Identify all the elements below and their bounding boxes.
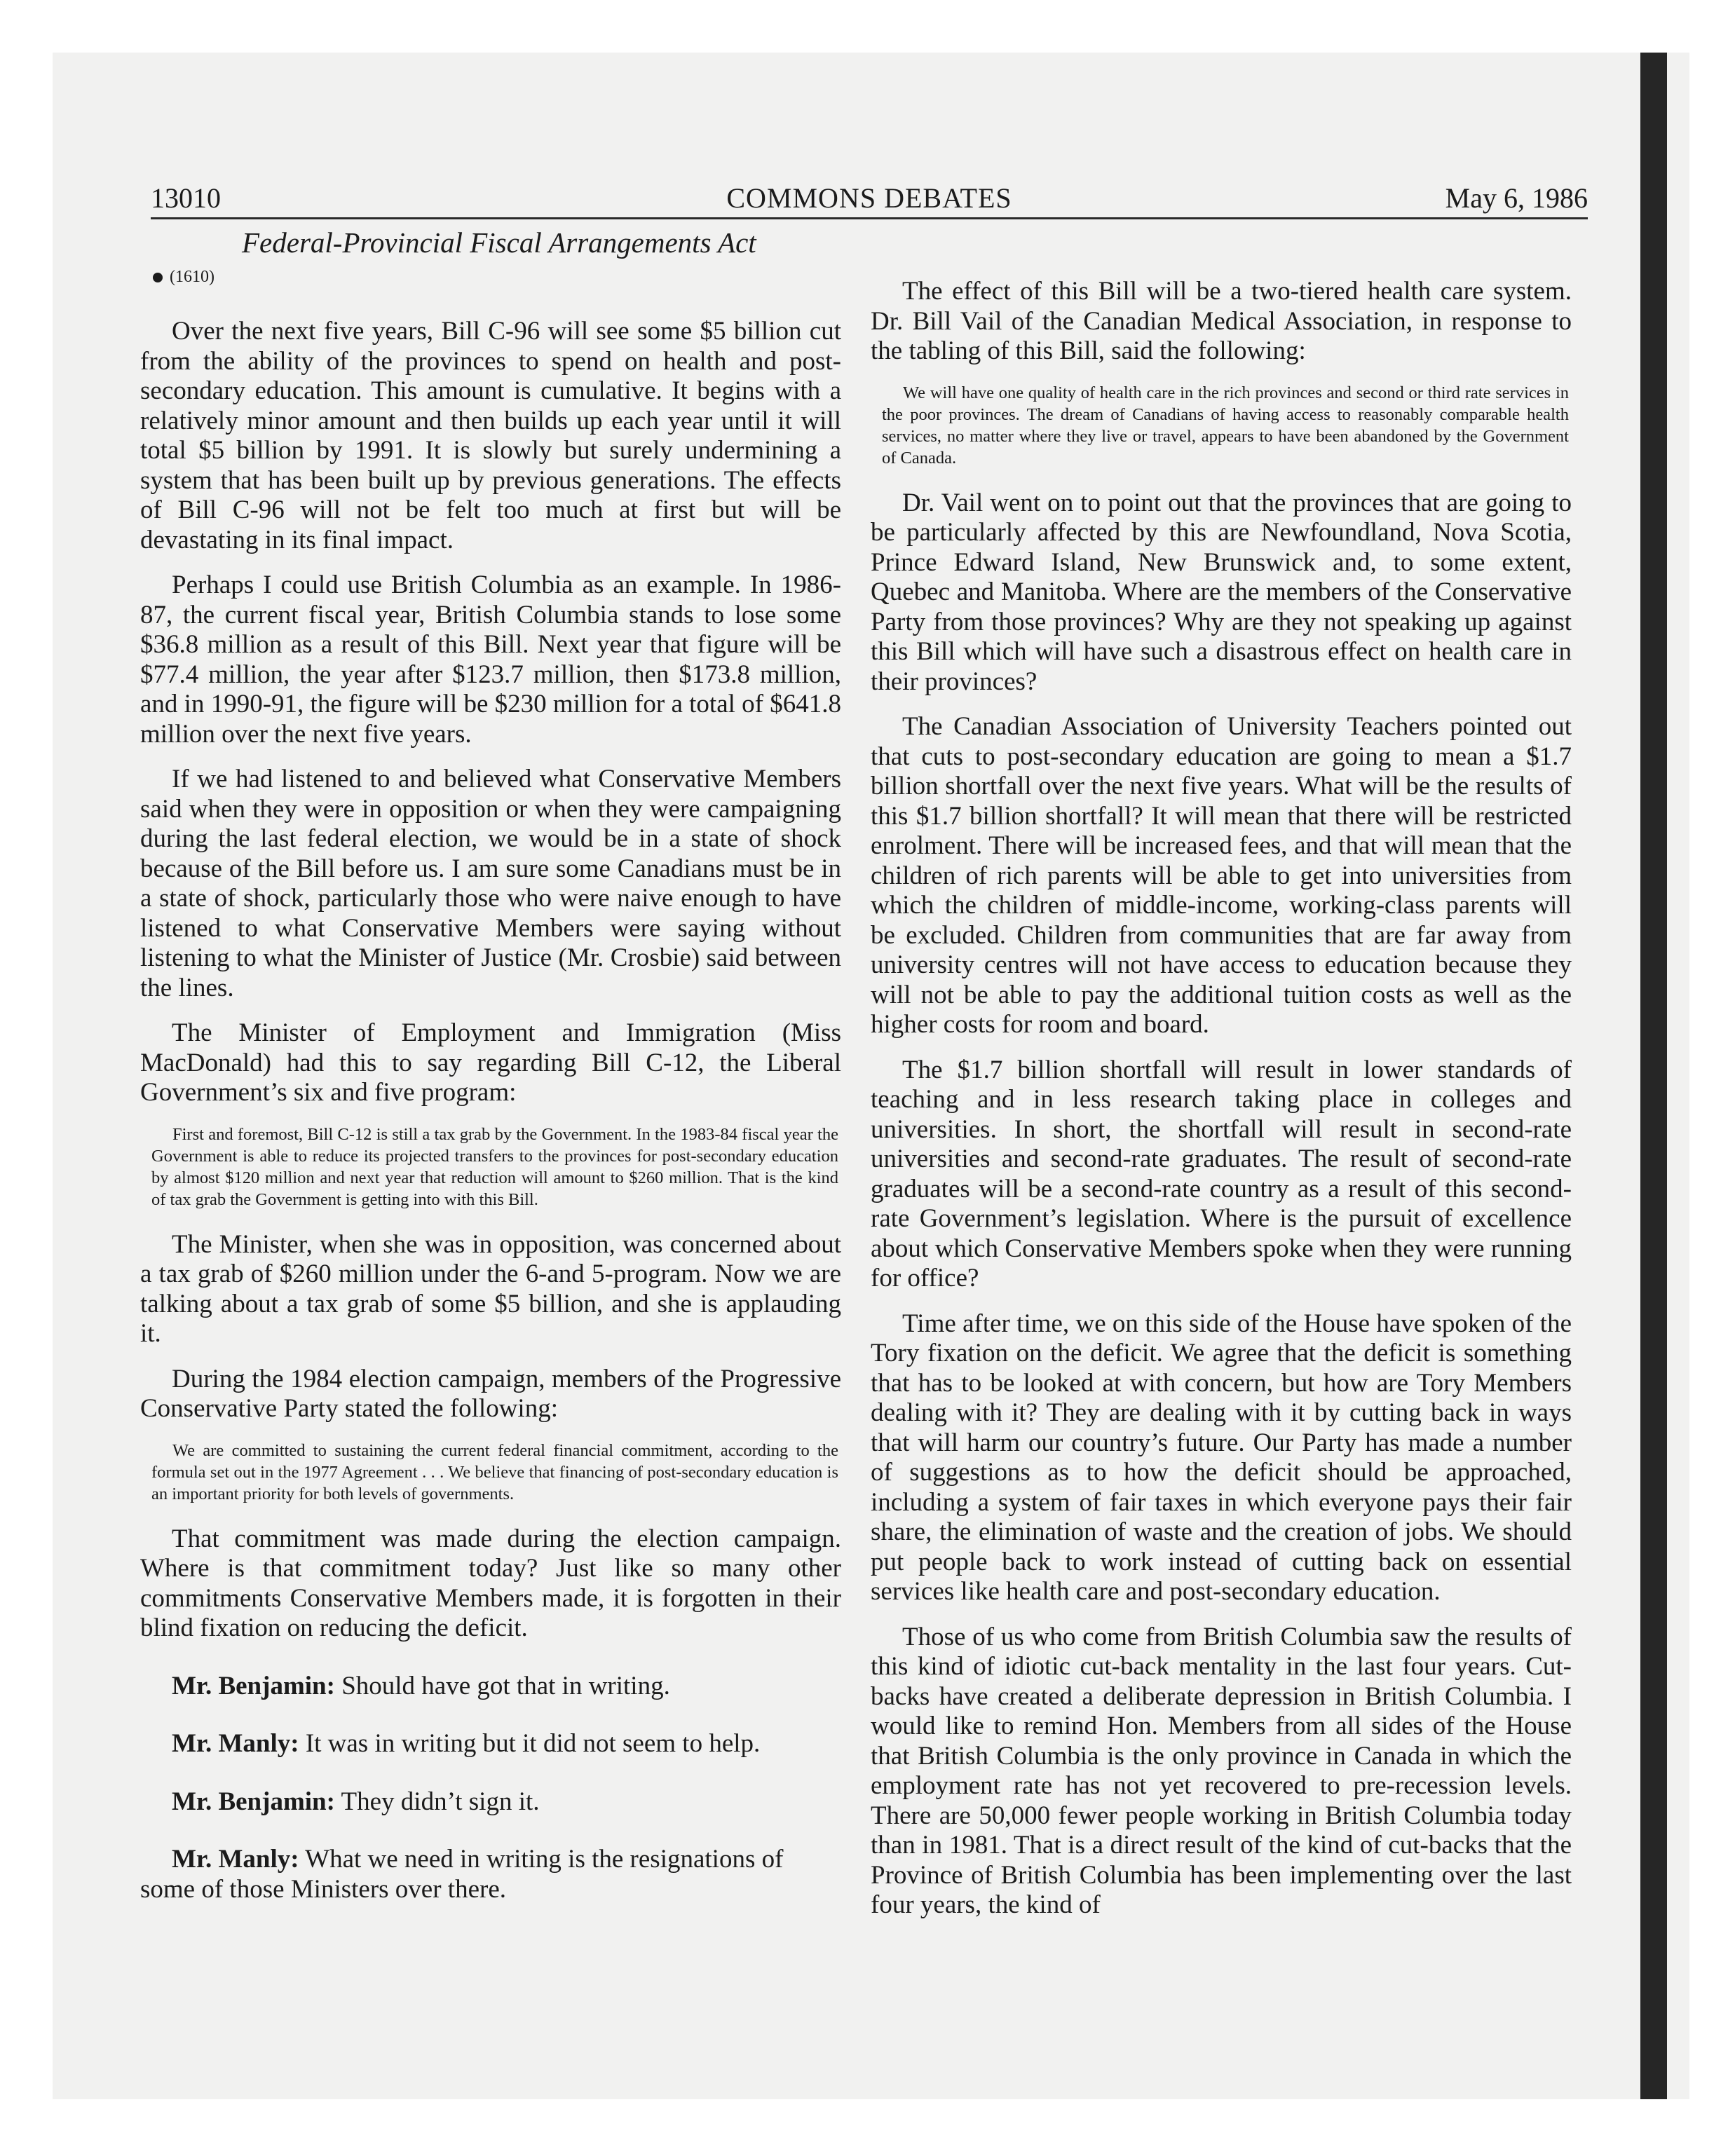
right-column — [871, 277, 1572, 1936]
dialogue-line — [140, 1787, 841, 1817]
speaker-name: Mr. Manly: — [172, 1729, 299, 1758]
paragraph: The effect of this Bill will be a two-tiered health care system. Dr. Bill Vail of the Canadian Medical Association, in response to the tabling of this Bill, said the following: — [871, 277, 1572, 365]
dialogue-line — [140, 1672, 841, 1702]
paragraph: Dr. Vail went on to point out that the provinces that are going to be particularly affected by this are Newfoundland, Nova Scotia, Prince Edward Island, New Brunswick and, to some extent, Quebec and Manitoba. Where are the members of the Conservative Party from those provinces? Why are they not speaking up against this Bill which will have such a disastrous effect on health care in their provinces? — [871, 488, 1572, 696]
paragraph: Over the next five years, Bill C-96 will see some $5 billion cut from the ability of the provinces to spend on health and post-secondary education. This amount is cumulative. It begins with a relatively minor amount and then builds up each year until it will total $5 billion by 1991. It is slowly but surely undermining a system that has been built up by previous generations. The effects of Bill C-96 will not be felt too much at first but will be devastating in its final impact. — [140, 317, 841, 554]
speech-text: It was in writing but it did not seem to help. — [299, 1729, 761, 1758]
scan-edge-bar — [1640, 53, 1667, 2099]
speaker-name: Mr. Benjamin: — [172, 1787, 335, 1816]
speech-text: What we need in writing is the resignations of some of those Ministers over there. — [140, 1845, 784, 1904]
running-title: Federal-Provincial Fiscal Arrangements Act — [242, 226, 756, 259]
paragraph: Time after time, we on this side of the House have spoken of the Tory fixation on the deficit. We agree that the deficit is something that has to be looked at with concern, but how are Tory Members dealing with it? They are dealing with it by cutting back in ways that will harm our country’s future. Our Party has made a number of suggestions as to how the deficit should be approached, including a system of fair taxes in which everyone pays their fair share, the elimination of waste and the creation of jobs. We should put people back to work instead of cutting back on essential services like health care and post-secondary education. — [871, 1309, 1572, 1606]
paragraph: If we had listened to and believed what Conservative Members said when they were in opposition or when they were campaigning during the last federal election, we would be in a state of shock because of the Bill before us. I am sure some Canadians must be in a state of shock, particularly those who were naive enough to have listened to what Conservative Members were saying without listening to what the Minister of Justice (Mr. Crosbie) said between the lines. — [140, 765, 841, 1002]
block-quote: First and foremost, Bill C-12 is still a tax grab by the Government. In the 1983-84 fiscal year the Government is able to reduce its projected transfers to the provinces for post-secondary education by almost $120 million and next year that reduction will amount to $260 million. That is the kind of tax grab the Government is getting into with this Bill. — [151, 1124, 838, 1209]
bullet-icon — [153, 273, 163, 282]
paragraph: Those of us who come from British Columbia saw the results of this kind of idiotic cut-back mentality in the last four years. Cut-backs have created a deliberate depression in British Columbia. I would like to remind Hon. Members from all sides of the House that British Columbia is the only province in Canada in which the employment rate has not yet recovered to pre-recession levels. There are 50,000 fewer people working in British Columbia today than in 1981. That is a direct result of the kind of cut-backs that the Province of British Columbia has been implementing over the last four years, the kind of — [871, 1622, 1572, 1919]
block-quote: We will have one quality of health care in the rich provinces and second or third rate services in the poor provinces. The dream of Canadians of having access to reasonably comparable health services, no matter where they live or travel, appears to have been abandoned by the Government of Canada. — [882, 383, 1569, 468]
publication-title: COMMONS DEBATES — [726, 182, 1012, 214]
page-number: 13010 — [151, 182, 221, 214]
speech-text: Should have got that in writing. — [334, 1671, 670, 1700]
paragraph: That commitment was made during the election campaign. Where is that commitment today? Just like so many other commitments Conservative Members made, it is forgotten in their blind fixation on reducing the deficit. — [140, 1524, 841, 1642]
time-marker-text: (1610) — [170, 268, 215, 286]
page-header — [151, 181, 1588, 219]
speaker-name: Mr. Benjamin: — [172, 1671, 335, 1700]
paragraph: The Canadian Association of University Teachers pointed out that cuts to post-secondary education are going to mean a $1.7 billion shortfall over the next five years. What will be the results of this $1.7 billion shortfall? It will mean that there will be restricted enrolment. There will be increased fees, and that will mean that the children of rich parents will be able to get into universities from which the children of middle-income, working-class parents will be excluded. Children from communities that are far away from university centres will not have access to education because they will not be able to pay the additional tuition costs as well as the higher costs for room and board. — [871, 712, 1572, 1039]
dialogue-line — [140, 1845, 841, 1904]
paragraph: During the 1984 election campaign, members of the Progressive Conservative Party stated the following: — [140, 1364, 841, 1423]
paragraph: Perhaps I could use British Columbia as an example. In 1986-87, the current fiscal year, British Columbia stands to lose some $36.8 million as a result of this Bill. Next year that figure will be $77.4 million, the year after $123.7 million, then $173.8 million, and in 1990-91, the figure will be $230 million for a total of $641.8 million over the next five years. — [140, 571, 841, 749]
paragraph: The Minister, when she was in opposition, was concerned about a tax grab of $260 million under the 6-and 5-program. Now we are talking about a tax grab of some $5 billion, and she is applauding it. — [140, 1229, 841, 1348]
publication-date: May 6, 1986 — [1445, 182, 1588, 214]
time-marker — [153, 268, 215, 287]
dialogue-line — [140, 1729, 841, 1759]
speaker-name: Mr. Manly: — [172, 1845, 299, 1874]
block-quote: We are committed to sustaining the current federal financial commitment, according to the formula set out in the 1977 Agreement . . . We believe that financing of post-secondary education is an important priority for both levels of governments. — [151, 1440, 838, 1503]
speech-text: They didn’t sign it. — [334, 1787, 540, 1816]
left-column — [140, 317, 841, 1932]
paragraph: The $1.7 billion shortfall will result in lower standards of teaching and in less research taking place in colleges and universities. In short, the shortfall will result in second-rate universities and second-rate graduates. The result of second-rate graduates will be a second-rate country as a result of this second-rate Government’s legislation. Where is the pursuit of excellence about which Conservative Members spoke when they were running for office? — [871, 1055, 1572, 1292]
paragraph: The Minister of Employment and Immigration (Miss MacDonald) had this to say regarding Bill C-12, the Liberal Government’s six and five program: — [140, 1018, 841, 1107]
